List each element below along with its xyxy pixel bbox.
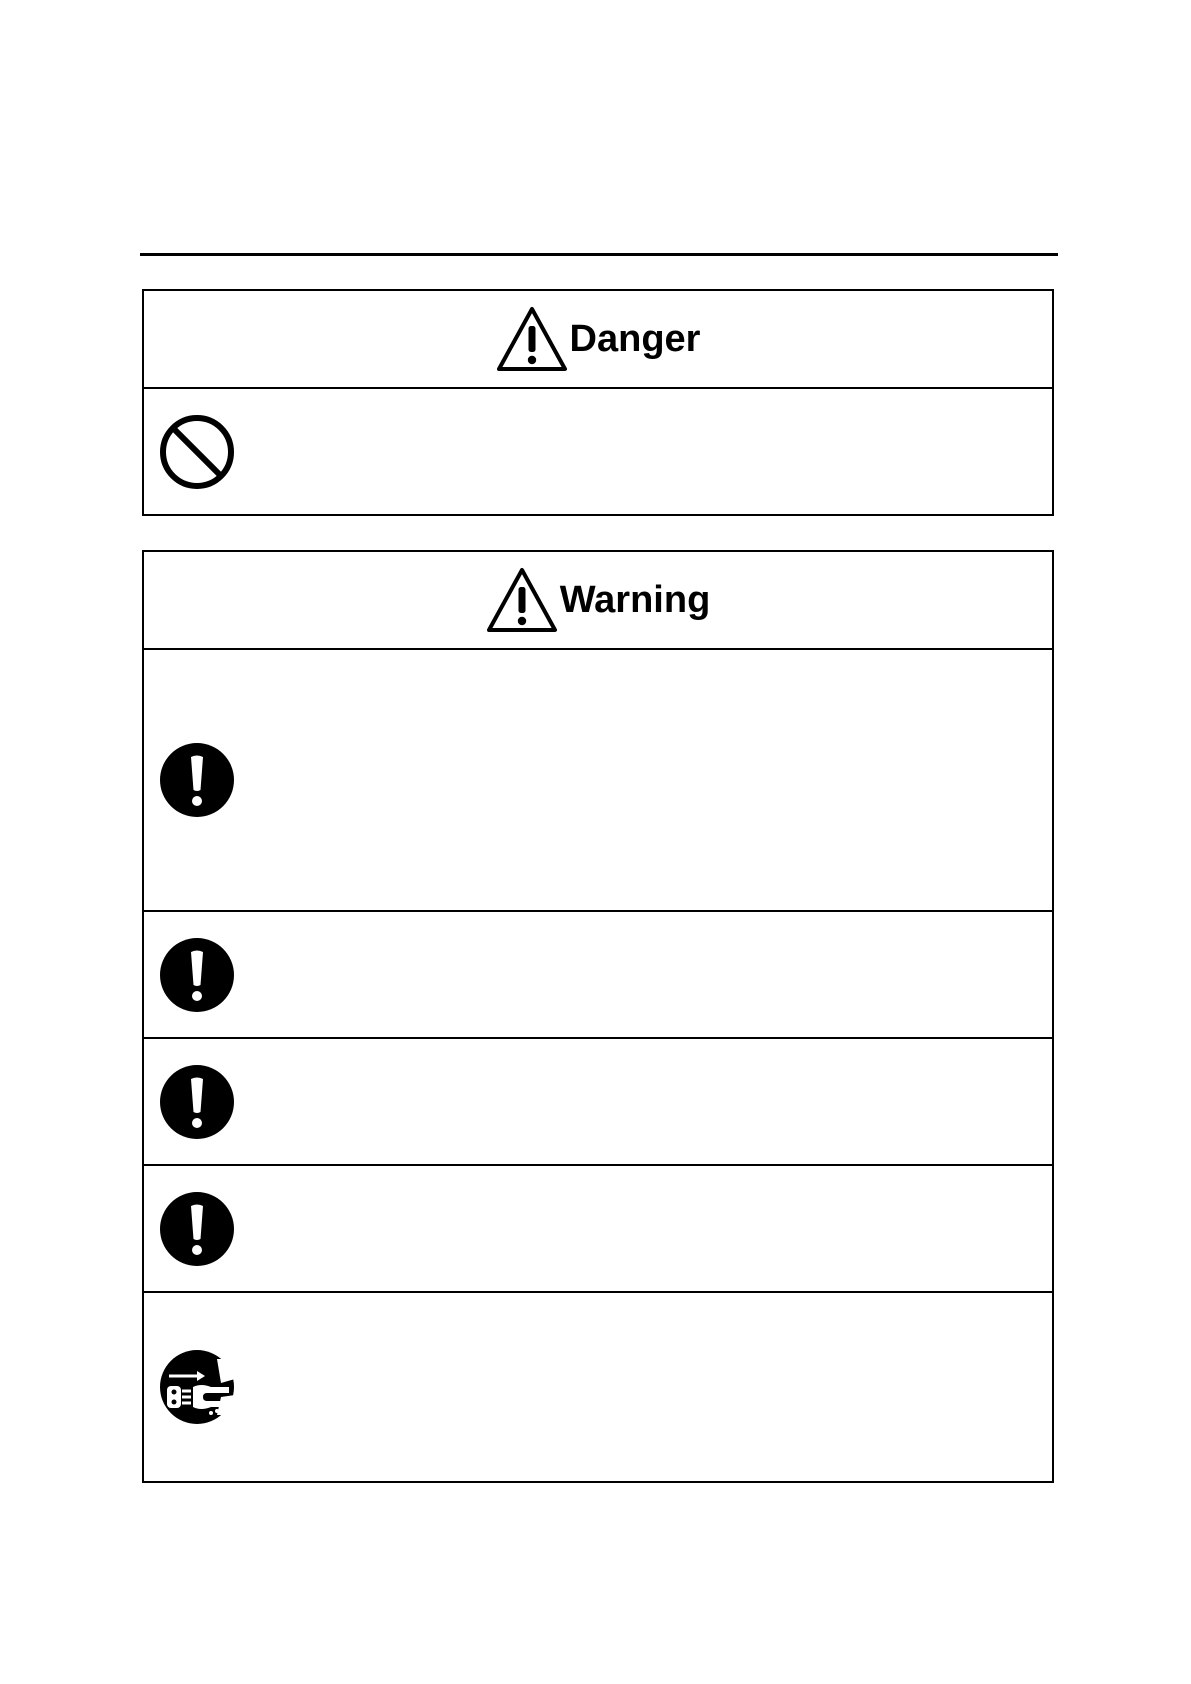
warning-triangle-icon [486, 567, 558, 633]
warning-item [144, 1039, 1052, 1166]
warning-header [144, 552, 1052, 650]
warning-item [144, 1293, 1052, 1481]
danger-item [144, 389, 1052, 514]
warning-title: Warning [559, 579, 711, 621]
danger-title: Danger [569, 318, 701, 360]
warning-triangle-icon [496, 306, 568, 372]
mandatory-action-icon [159, 1191, 235, 1267]
warning-section [142, 550, 1054, 1483]
danger-header [144, 291, 1052, 389]
mandatory-action-icon [159, 1064, 235, 1140]
warning-item [144, 912, 1052, 1039]
mandatory-action-icon [159, 937, 235, 1013]
prohibition-icon [159, 414, 235, 490]
warning-item [144, 650, 1052, 912]
mandatory-action-icon [159, 742, 235, 818]
unplug-power-icon [159, 1349, 235, 1425]
danger-section [142, 289, 1054, 516]
header-rule [140, 253, 1058, 256]
warning-item [144, 1166, 1052, 1293]
